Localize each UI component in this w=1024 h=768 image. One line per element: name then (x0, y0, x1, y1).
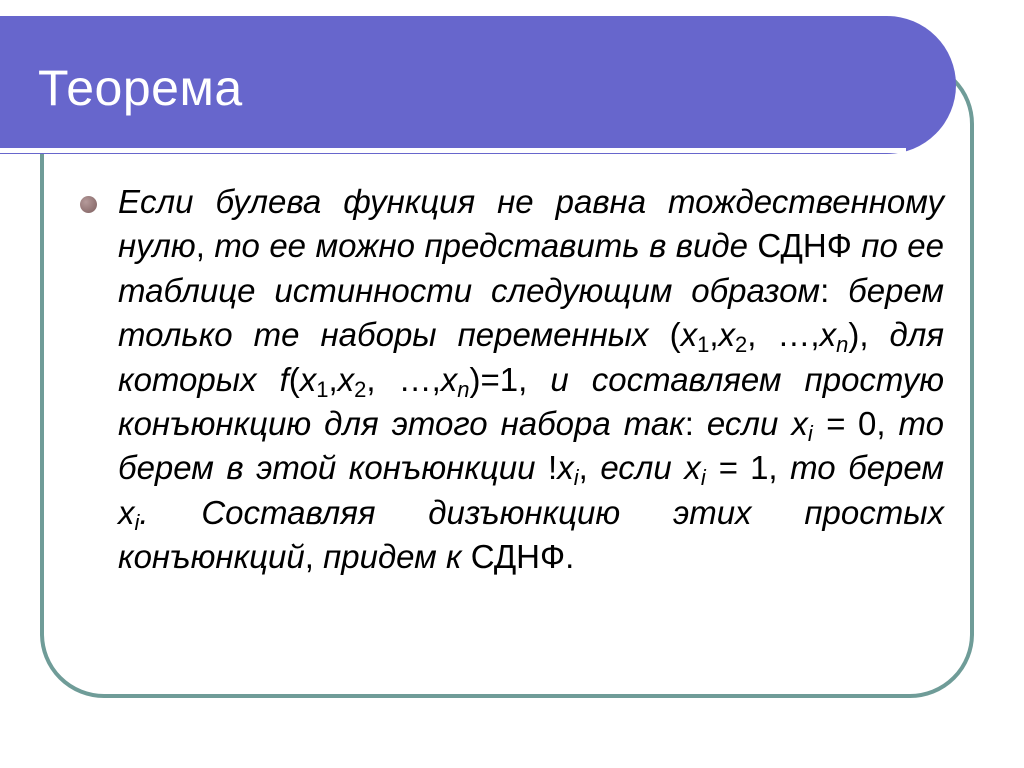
text-segment: x (557, 449, 574, 487)
text-segment: СДНФ (757, 227, 852, 265)
text-segment: = (705, 449, 751, 487)
text-segment: i (807, 421, 813, 447)
text-segment: ! (548, 449, 558, 487)
text-segment: x (299, 360, 317, 398)
text-segment: , …, (747, 316, 820, 354)
text-segment: ( (288, 360, 300, 398)
text-segment: для которых (118, 316, 945, 398)
text-segment: x (440, 360, 458, 398)
text-segment: , (304, 538, 324, 576)
text-segment: . Составляя дизъюнкцию этих простых конъюнкций (118, 493, 944, 576)
text-segment: i (573, 465, 579, 491)
text-segment: то берем в этой конъюнкции (118, 405, 944, 487)
text-segment: 1 (697, 332, 710, 358)
text-segment: , (195, 227, 215, 265)
text-segment: по ее таблице истинности следующим образом (118, 227, 944, 309)
text-segment: i (700, 465, 706, 491)
text-segment: придем к (323, 538, 471, 576)
text-segment: то ее можно представить в виде (214, 227, 758, 265)
text-segment: n (836, 332, 849, 358)
text-segment: = (812, 405, 858, 443)
text-segment: Если булева функция не равна тождественному нулю (118, 183, 944, 265)
text-segment: )=1, (469, 360, 551, 398)
round-bullet-icon (80, 196, 97, 213)
theorem-text (118, 180, 944, 580)
text-segment: ), (848, 316, 890, 354)
text-segment: ( (669, 316, 681, 354)
text-segment: и составляем простую конъюнкцию для этого набора так (118, 360, 945, 443)
text-segment: 1 (316, 376, 329, 402)
text-segment: i (134, 509, 140, 535)
text-segment: 0, (857, 405, 899, 443)
text-segment: , (578, 449, 601, 487)
text-segment: если x (706, 405, 808, 443)
slide-title: Теорема (38, 60, 243, 116)
text-segment: x (718, 316, 735, 354)
text-segment: n (457, 376, 470, 402)
text-segment: СДНФ. (470, 538, 575, 576)
text-segment: x (680, 316, 698, 354)
title-underline (0, 148, 906, 153)
text-segment: , (328, 360, 338, 398)
text-segment: 1, (750, 449, 791, 487)
title-bar (0, 16, 956, 154)
text-segment: : (820, 271, 849, 309)
text-segment: 2 (734, 332, 748, 358)
text-segment: : (684, 405, 707, 443)
text-segment: 2 (354, 376, 367, 402)
text-segment: x (337, 360, 355, 398)
text-segment: если x (600, 449, 701, 487)
text-segment: , …, (366, 360, 441, 398)
text-segment: берем только те наборы переменных (118, 271, 944, 354)
text-segment: x (819, 316, 837, 354)
text-segment: , (709, 316, 719, 354)
text-segment: f (279, 360, 289, 398)
text-segment: то берем x (118, 449, 945, 531)
